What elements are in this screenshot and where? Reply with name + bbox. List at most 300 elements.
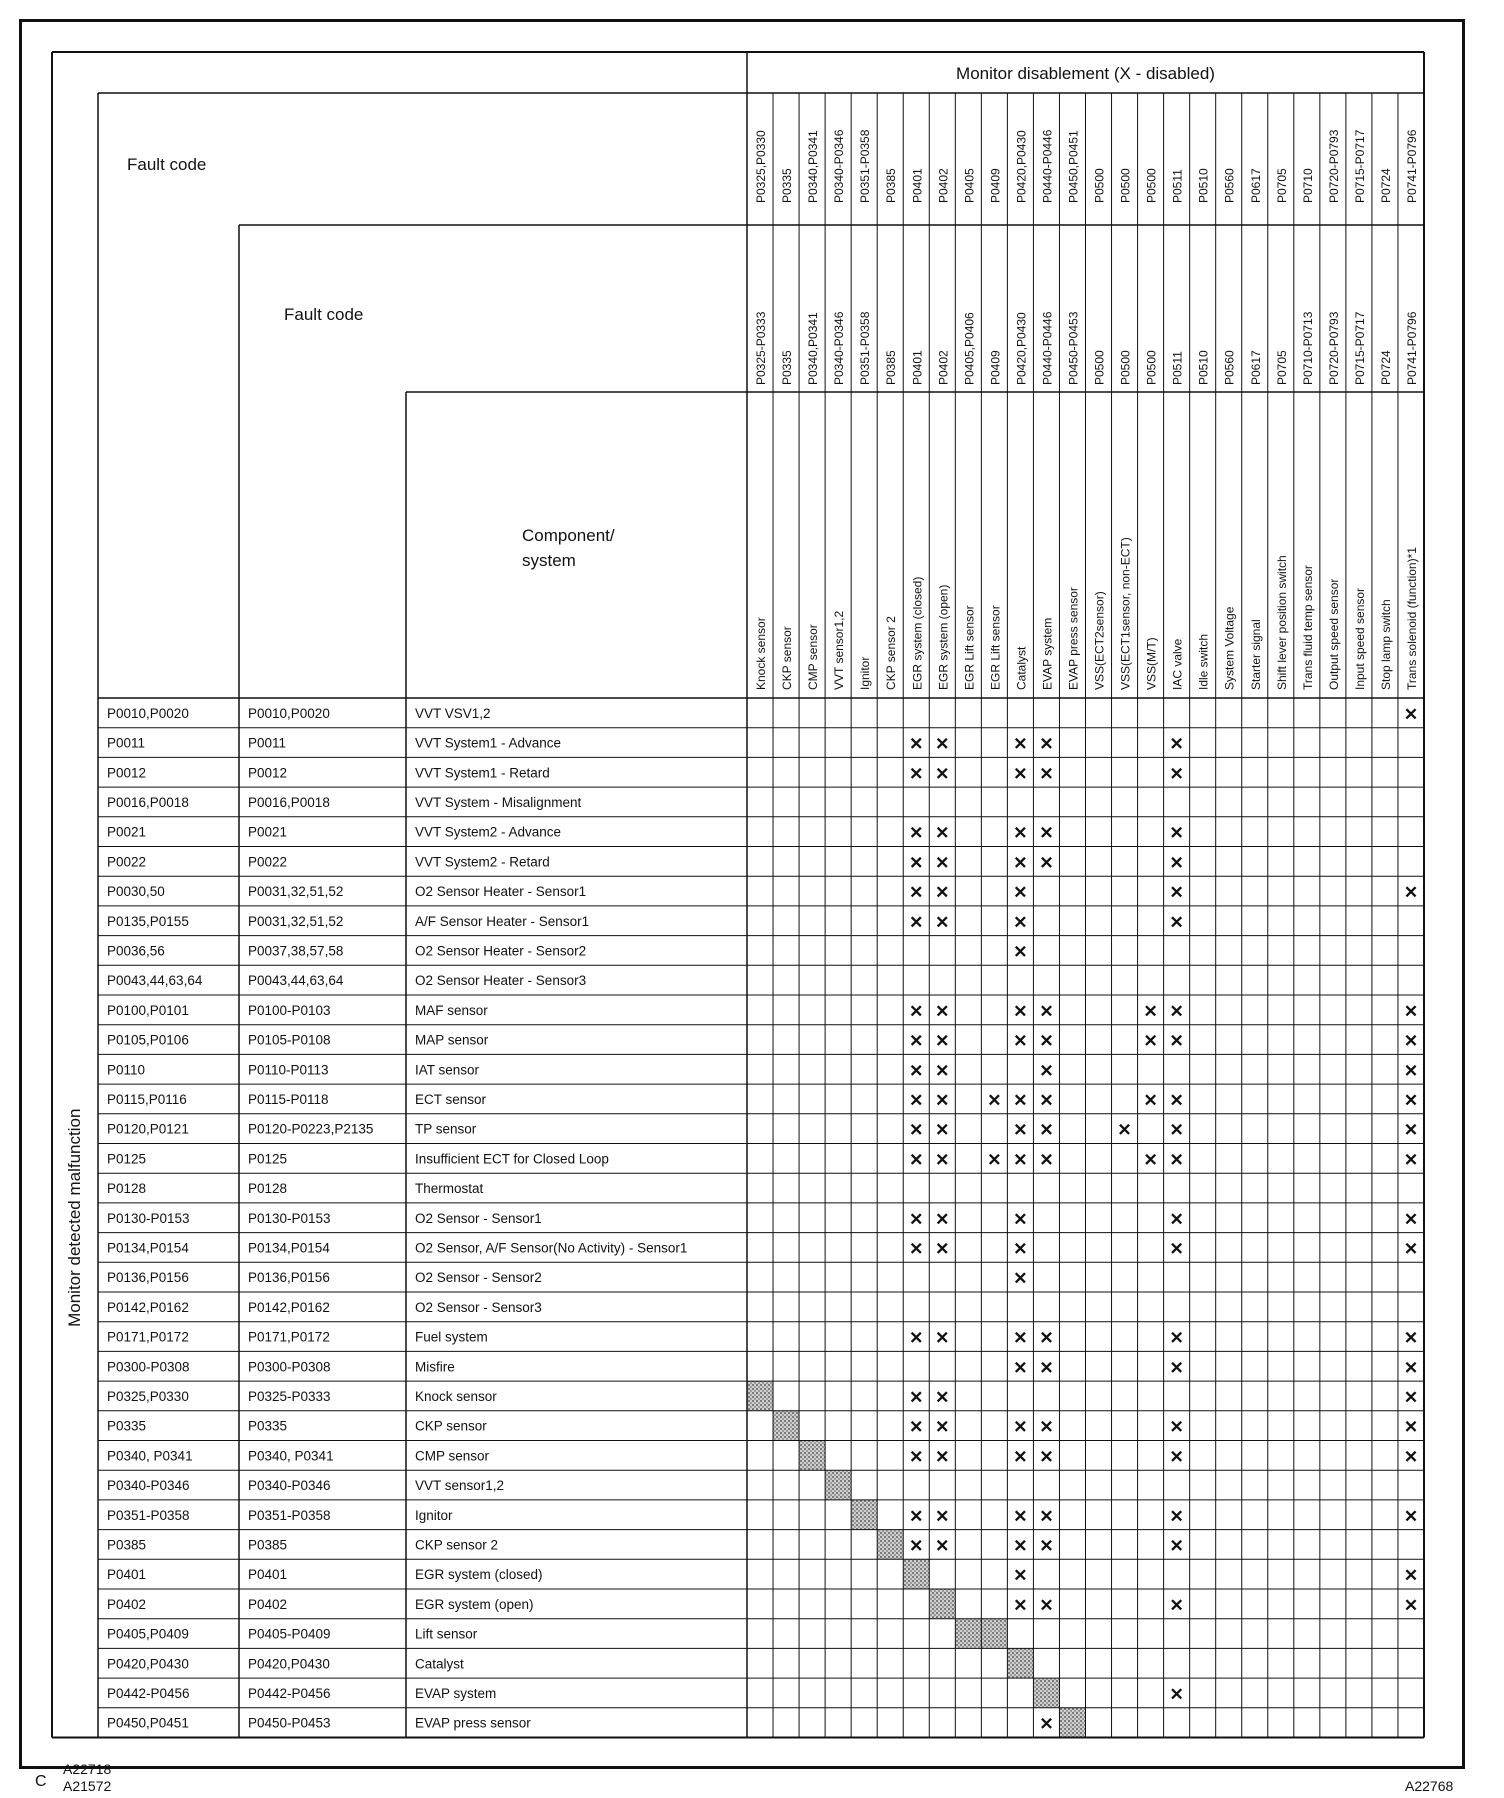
disabled-x-mark: ✕ bbox=[1039, 1061, 1054, 1081]
fault-code-header-1: Fault code bbox=[127, 155, 207, 174]
column-code-mid: P0385 bbox=[884, 350, 899, 385]
row-fault-code-detail: P0031,32,51,52 bbox=[248, 913, 344, 929]
disabled-x-mark: ✕ bbox=[987, 1150, 1002, 1170]
disabled-x-mark: ✕ bbox=[909, 1328, 924, 1348]
row-fault-code: P0115,P0116 bbox=[107, 1091, 187, 1107]
disabled-x-mark: ✕ bbox=[909, 853, 924, 873]
row-fault-code-detail: P0021 bbox=[248, 824, 288, 840]
disabled-x-mark: ✕ bbox=[1403, 1358, 1419, 1378]
row-component: Lift sensor bbox=[415, 1626, 478, 1642]
column-component: Idle switch bbox=[1196, 633, 1211, 690]
row-fault-code-detail: P0130-P0153 bbox=[248, 1210, 331, 1226]
row-component: EGR system (closed) bbox=[415, 1567, 543, 1583]
disabled-x-mark: ✕ bbox=[1013, 1031, 1028, 1051]
column-component: VSS(ECT2sensor) bbox=[1092, 591, 1107, 690]
column-code-top: P0401 bbox=[910, 168, 925, 203]
row-component: Ignitor bbox=[415, 1507, 453, 1523]
component-header: system bbox=[522, 551, 576, 570]
disabled-x-mark: ✕ bbox=[935, 1090, 950, 1110]
row-fault-code: P0136,P0156 bbox=[107, 1270, 189, 1286]
disabled-x-mark: ✕ bbox=[909, 823, 924, 843]
column-code-top: P0715-P0717 bbox=[1352, 129, 1367, 203]
disabled-x-mark: ✕ bbox=[1013, 1358, 1028, 1378]
disabled-x-mark: ✕ bbox=[1039, 1120, 1054, 1140]
disabled-x-mark: ✕ bbox=[1039, 1150, 1054, 1170]
row-fault-code-detail: P0351-P0358 bbox=[248, 1507, 331, 1523]
self-monitor-cell bbox=[851, 1500, 877, 1530]
row-fault-code: P0142,P0162 bbox=[107, 1299, 189, 1315]
disabled-x-mark: ✕ bbox=[1039, 764, 1054, 784]
disabled-x-mark: ✕ bbox=[909, 1001, 924, 1021]
row-fault-code: P0442-P0456 bbox=[107, 1685, 190, 1701]
row-component: CMP sensor bbox=[415, 1448, 490, 1464]
disabled-x-mark: ✕ bbox=[909, 1120, 924, 1140]
disabled-x-mark: ✕ bbox=[1169, 912, 1184, 932]
row-fault-code-detail: P0016,P0018 bbox=[248, 794, 330, 810]
self-monitor-cell bbox=[877, 1530, 903, 1560]
row-component: VVT System1 - Advance bbox=[415, 735, 562, 751]
disabled-x-mark: ✕ bbox=[1169, 1595, 1184, 1615]
row-fault-code-detail: P0120-P0223,P2135 bbox=[248, 1121, 374, 1137]
disabled-x-mark: ✕ bbox=[1169, 1150, 1184, 1170]
disabled-x-mark: ✕ bbox=[935, 1536, 950, 1556]
row-fault-code-detail: P0125 bbox=[248, 1151, 288, 1167]
column-code-top: P0402 bbox=[936, 168, 951, 203]
row-component: CKP sensor bbox=[415, 1418, 487, 1434]
disabled-x-mark: ✕ bbox=[1013, 1506, 1028, 1526]
row-fault-code-detail: P0142,P0162 bbox=[248, 1299, 330, 1315]
disabled-x-mark: ✕ bbox=[1013, 823, 1028, 843]
column-component: EGR system (closed) bbox=[910, 576, 925, 690]
column-component: VSS(M/T) bbox=[1144, 637, 1159, 690]
disabled-x-mark: ✕ bbox=[935, 912, 950, 932]
disabled-x-mark: ✕ bbox=[1013, 1239, 1028, 1259]
row-fault-code: P0450,P0451 bbox=[107, 1715, 189, 1731]
disabled-x-mark: ✕ bbox=[1013, 764, 1028, 784]
column-component: CKP sensor 2 bbox=[884, 616, 899, 690]
row-fault-code: P0405,P0409 bbox=[107, 1626, 189, 1642]
disabled-x-mark: ✕ bbox=[1143, 1001, 1158, 1021]
row-fault-code: P0335 bbox=[107, 1418, 147, 1434]
row-fault-code: P0016,P0018 bbox=[107, 794, 189, 810]
column-code-mid: P0715-P0717 bbox=[1352, 311, 1367, 385]
disabled-x-mark: ✕ bbox=[909, 734, 924, 754]
row-fault-code-detail: P0442-P0456 bbox=[248, 1685, 331, 1701]
disabled-x-mark: ✕ bbox=[1013, 1269, 1028, 1289]
column-component: Output speed sensor bbox=[1326, 578, 1341, 690]
row-fault-code-detail: P0010,P0020 bbox=[248, 705, 330, 721]
disabled-x-mark: ✕ bbox=[909, 764, 924, 784]
disabled-x-mark: ✕ bbox=[935, 1150, 950, 1170]
column-code-top: P0351-P0358 bbox=[858, 129, 873, 203]
disabled-x-mark: ✕ bbox=[909, 1506, 924, 1526]
disabled-x-mark: ✕ bbox=[909, 1536, 924, 1556]
disabled-x-mark: ✕ bbox=[1013, 1150, 1028, 1170]
row-component: O2 Sensor - Sensor2 bbox=[415, 1270, 542, 1286]
row-fault-code: P0021 bbox=[107, 824, 147, 840]
disabled-x-mark: ✕ bbox=[1013, 1120, 1028, 1140]
row-component: A/F Sensor Heater - Sensor1 bbox=[415, 913, 590, 929]
disabled-x-mark: ✕ bbox=[1039, 1595, 1054, 1615]
row-component: VVT System1 - Retard bbox=[415, 765, 550, 781]
self-monitor-cell bbox=[955, 1619, 981, 1649]
disabled-x-mark: ✕ bbox=[1013, 734, 1028, 754]
column-component: Trans fluid temp sensor bbox=[1300, 565, 1315, 690]
row-fault-code-detail: P0012 bbox=[248, 765, 288, 781]
row-fault-code: P0420,P0430 bbox=[107, 1656, 189, 1672]
row-fault-code-detail: P0105-P0108 bbox=[248, 1032, 331, 1048]
column-code-top: P0510 bbox=[1196, 168, 1211, 203]
row-fault-code: P0340, P0341 bbox=[107, 1448, 193, 1464]
row-fault-code: P0401 bbox=[107, 1567, 147, 1583]
disabled-x-mark: ✕ bbox=[1013, 1417, 1028, 1437]
row-fault-code: P0011 bbox=[107, 735, 146, 751]
row-fault-code-detail: P0385 bbox=[248, 1537, 288, 1553]
row-fault-code: P0010,P0020 bbox=[107, 705, 189, 721]
column-code-mid: P0340-P0346 bbox=[832, 311, 847, 385]
row-component: VVT System2 - Advance bbox=[415, 824, 562, 840]
row-fault-code: P0134,P0154 bbox=[107, 1240, 189, 1256]
disabled-x-mark: ✕ bbox=[1403, 1328, 1419, 1348]
disabled-x-mark: ✕ bbox=[1403, 1001, 1419, 1021]
footer-figure-id-2: A21572 bbox=[63, 1778, 112, 1794]
row-fault-code: P0105,P0106 bbox=[107, 1032, 189, 1048]
column-code-top: P0710 bbox=[1300, 168, 1315, 203]
row-component: VVT System2 - Retard bbox=[415, 854, 550, 870]
row-component: Thermostat bbox=[415, 1181, 484, 1197]
table-title: Monitor disablement (X - disabled) bbox=[956, 64, 1215, 83]
disabled-x-mark: ✕ bbox=[1039, 1536, 1054, 1556]
column-code-top: P0340,P0341 bbox=[806, 130, 821, 203]
disabled-x-mark: ✕ bbox=[1403, 1566, 1419, 1586]
column-code-top: P0500 bbox=[1144, 168, 1159, 203]
footer-figure-id-right: A22768 bbox=[1405, 1778, 1454, 1794]
disabled-x-mark: ✕ bbox=[1013, 1566, 1028, 1586]
column-component: EGR Lift sensor bbox=[988, 605, 1003, 690]
row-component: O2 Sensor - Sensor3 bbox=[415, 1299, 542, 1315]
disabled-x-mark: ✕ bbox=[1403, 1031, 1419, 1051]
row-component: Fuel system bbox=[415, 1329, 488, 1345]
row-fault-code-detail: P0043,44,63,64 bbox=[248, 973, 344, 989]
disabled-x-mark: ✕ bbox=[1169, 1031, 1184, 1051]
column-component: System Voltage bbox=[1222, 606, 1237, 690]
column-component: VSS(ECT1sensor, non-ECT) bbox=[1118, 537, 1133, 690]
column-component: EGR system (open) bbox=[936, 584, 951, 690]
disabled-x-mark: ✕ bbox=[1039, 1358, 1054, 1378]
disabled-x-mark: ✕ bbox=[1039, 1090, 1054, 1110]
row-fault-code-detail: P0450-P0453 bbox=[248, 1715, 331, 1731]
row-fault-code: P0036,56 bbox=[107, 943, 165, 959]
disabled-x-mark: ✕ bbox=[1169, 1001, 1184, 1021]
disabled-x-mark: ✕ bbox=[935, 1417, 950, 1437]
row-fault-code: P0043,44,63,64 bbox=[107, 973, 203, 989]
disabled-x-mark: ✕ bbox=[1013, 1536, 1028, 1556]
row-fault-code-detail: P0115-P0118 bbox=[248, 1091, 329, 1107]
self-monitor-cell bbox=[1059, 1708, 1085, 1738]
disabled-x-mark: ✕ bbox=[909, 1150, 924, 1170]
component-header: Component/ bbox=[522, 526, 615, 545]
disabled-x-mark: ✕ bbox=[1403, 1239, 1419, 1259]
disabled-x-mark: ✕ bbox=[935, 883, 950, 903]
disabled-x-mark: ✕ bbox=[1013, 942, 1028, 962]
row-fault-code-detail: P0405-P0409 bbox=[248, 1626, 331, 1642]
row-component: O2 Sensor - Sensor1 bbox=[415, 1210, 542, 1226]
column-code-top: P0500 bbox=[1092, 168, 1107, 203]
disabled-x-mark: ✕ bbox=[909, 912, 924, 932]
self-monitor-cell bbox=[929, 1589, 955, 1619]
column-component: EGR Lift sensor bbox=[962, 605, 977, 690]
row-fault-code-detail: P0031,32,51,52 bbox=[248, 884, 344, 900]
self-monitor-cell bbox=[1007, 1648, 1033, 1678]
row-component: ECT sensor bbox=[415, 1091, 487, 1107]
disabled-x-mark: ✕ bbox=[935, 1447, 950, 1467]
row-component: Misfire bbox=[415, 1359, 455, 1375]
column-component: Input speed sensor bbox=[1352, 587, 1367, 690]
row-fault-code-detail: P0110-P0113 bbox=[248, 1062, 329, 1078]
row-fault-code-detail: P0335 bbox=[248, 1418, 288, 1434]
disabled-x-mark: ✕ bbox=[1169, 823, 1184, 843]
column-component: EVAP press sensor bbox=[1066, 587, 1081, 690]
disabled-x-mark: ✕ bbox=[987, 1090, 1002, 1110]
column-code-mid: P0450-P0453 bbox=[1066, 311, 1081, 385]
column-code-top: P0511 bbox=[1170, 169, 1185, 203]
column-code-mid: P0724 bbox=[1378, 350, 1393, 385]
column-code-top: P0420,P0430 bbox=[1014, 130, 1029, 203]
column-code-mid: P0705 bbox=[1274, 350, 1289, 385]
disabled-x-mark: ✕ bbox=[909, 1447, 924, 1467]
row-fault-code-detail: P0134,P0154 bbox=[248, 1240, 330, 1256]
column-code-mid: P0402 bbox=[936, 350, 951, 385]
column-code-mid: P0500 bbox=[1118, 350, 1133, 385]
row-fault-code-detail: P0136,P0156 bbox=[248, 1270, 330, 1286]
disabled-x-mark: ✕ bbox=[1169, 1684, 1184, 1704]
row-component: CKP sensor 2 bbox=[415, 1537, 499, 1553]
column-code-mid: P0510 bbox=[1196, 350, 1211, 385]
column-component: Knock sensor bbox=[754, 617, 769, 690]
disabled-x-mark: ✕ bbox=[1039, 734, 1054, 754]
disabled-x-mark: ✕ bbox=[1169, 764, 1184, 784]
disabled-x-mark: ✕ bbox=[1403, 1447, 1419, 1467]
disabled-x-mark: ✕ bbox=[1169, 883, 1184, 903]
column-code-top: P0705 bbox=[1274, 168, 1289, 203]
row-fault-code: P0325,P0330 bbox=[107, 1388, 189, 1404]
disabled-x-mark: ✕ bbox=[1013, 853, 1028, 873]
column-component: IAC valve bbox=[1170, 638, 1185, 690]
disabled-x-mark: ✕ bbox=[1013, 1209, 1028, 1229]
row-fault-code: P0135,P0155 bbox=[107, 913, 189, 929]
disabled-x-mark: ✕ bbox=[1013, 1447, 1028, 1467]
column-component: CKP sensor bbox=[780, 626, 795, 690]
disabled-x-mark: ✕ bbox=[1039, 1031, 1054, 1051]
disabled-x-mark: ✕ bbox=[935, 1239, 950, 1259]
disabled-x-mark: ✕ bbox=[1403, 1061, 1419, 1081]
disabled-x-mark: ✕ bbox=[1013, 1090, 1028, 1110]
column-code-top: P0500 bbox=[1118, 168, 1133, 203]
column-code-top: P0720-P0793 bbox=[1326, 129, 1341, 203]
self-monitor-cell bbox=[903, 1559, 929, 1589]
row-fault-code: P0300-P0308 bbox=[107, 1359, 190, 1375]
row-fault-code: P0030,50 bbox=[107, 884, 165, 900]
self-monitor-cell bbox=[799, 1441, 825, 1471]
row-fault-code: P0385 bbox=[107, 1537, 147, 1553]
disabled-x-mark: ✕ bbox=[1169, 853, 1184, 873]
disabled-x-mark: ✕ bbox=[935, 1031, 950, 1051]
row-component: Knock sensor bbox=[415, 1388, 497, 1404]
column-code-mid: P0340,P0341 bbox=[806, 312, 821, 385]
row-fault-code: P0012 bbox=[107, 765, 147, 781]
row-fault-code-detail: P0402 bbox=[248, 1596, 288, 1612]
disabled-x-mark: ✕ bbox=[909, 1061, 924, 1081]
row-fault-code-detail: P0022 bbox=[248, 854, 288, 870]
column-code-top: P0617 bbox=[1248, 168, 1263, 203]
disabled-x-mark: ✕ bbox=[1013, 883, 1028, 903]
column-code-mid: P0351-P0358 bbox=[858, 311, 873, 385]
row-fault-code-detail: P0128 bbox=[248, 1181, 288, 1197]
row-component: EVAP press sensor bbox=[415, 1715, 531, 1731]
footer-letter: C bbox=[35, 1773, 47, 1790]
disabled-x-mark: ✕ bbox=[1039, 1328, 1054, 1348]
disabled-x-mark: ✕ bbox=[1039, 823, 1054, 843]
row-fault-code: P0130-P0153 bbox=[107, 1210, 190, 1226]
disabled-x-mark: ✕ bbox=[1143, 1090, 1158, 1110]
row-component: O2 Sensor Heater - Sensor1 bbox=[415, 884, 587, 900]
column-code-top: P0325,P0330 bbox=[754, 130, 769, 203]
column-code-mid: P0325-P0333 bbox=[754, 311, 769, 385]
column-code-mid: P0741-P0796 bbox=[1404, 311, 1419, 385]
disabled-x-mark: ✕ bbox=[935, 734, 950, 754]
column-component: Starter signal bbox=[1248, 619, 1263, 690]
row-component: TP sensor bbox=[415, 1121, 477, 1137]
row-component: O2 Sensor Heater - Sensor2 bbox=[415, 943, 587, 959]
row-component: IAT sensor bbox=[415, 1062, 480, 1078]
row-fault-code-detail: P0171,P0172 bbox=[248, 1329, 330, 1345]
column-code-mid: P0500 bbox=[1144, 350, 1159, 385]
column-code-top: P0560 bbox=[1222, 168, 1237, 203]
disabled-x-mark: ✕ bbox=[1403, 1120, 1419, 1140]
column-code-mid: P0500 bbox=[1092, 350, 1107, 385]
disabled-x-mark: ✕ bbox=[1169, 1506, 1184, 1526]
disabled-x-mark: ✕ bbox=[1403, 883, 1419, 903]
disabled-x-mark: ✕ bbox=[1169, 1417, 1184, 1437]
self-monitor-cell bbox=[981, 1619, 1007, 1649]
disabled-x-mark: ✕ bbox=[1169, 734, 1184, 754]
disabled-x-mark: ✕ bbox=[1039, 1714, 1054, 1734]
column-component: EVAP system bbox=[1040, 617, 1055, 690]
row-fault-code: P0100,P0101 bbox=[107, 1002, 189, 1018]
column-code-mid: P0560 bbox=[1222, 350, 1237, 385]
row-fault-code: P0402 bbox=[107, 1596, 147, 1612]
column-component: Ignitor bbox=[858, 656, 873, 690]
row-component: VVT VSV1,2 bbox=[415, 705, 491, 721]
disabled-x-mark: ✕ bbox=[1169, 1447, 1184, 1467]
row-fault-code-detail: P0401 bbox=[248, 1567, 288, 1583]
row-fault-code: P0128 bbox=[107, 1181, 147, 1197]
disabled-x-mark: ✕ bbox=[1403, 704, 1419, 724]
disabled-x-mark: ✕ bbox=[1403, 1150, 1419, 1170]
disabled-x-mark: ✕ bbox=[935, 1328, 950, 1348]
row-fault-code-detail: P0300-P0308 bbox=[248, 1359, 331, 1375]
row-fault-code-detail: P0340, P0341 bbox=[248, 1448, 334, 1464]
disabled-x-mark: ✕ bbox=[1169, 1328, 1184, 1348]
disabled-x-mark: ✕ bbox=[1403, 1506, 1419, 1526]
disabled-x-mark: ✕ bbox=[1117, 1120, 1132, 1140]
disabled-x-mark: ✕ bbox=[1169, 1120, 1184, 1140]
disabled-x-mark: ✕ bbox=[935, 1506, 950, 1526]
disabled-x-mark: ✕ bbox=[1403, 1209, 1419, 1229]
row-component: Catalyst bbox=[415, 1656, 464, 1672]
column-code-top: P0405 bbox=[962, 168, 977, 203]
disabled-x-mark: ✕ bbox=[935, 1387, 950, 1407]
disabled-x-mark: ✕ bbox=[935, 1120, 950, 1140]
column-code-top: P0340-P0346 bbox=[832, 129, 847, 203]
column-component: CMP sensor bbox=[806, 624, 821, 690]
disabled-x-mark: ✕ bbox=[909, 883, 924, 903]
disabled-x-mark: ✕ bbox=[1403, 1387, 1419, 1407]
row-fault-code-detail: P0037,38,57,58 bbox=[248, 943, 344, 959]
self-monitor-cell bbox=[773, 1411, 799, 1441]
column-code-top: P0409 bbox=[988, 168, 1003, 203]
disabled-x-mark: ✕ bbox=[909, 1239, 924, 1259]
disabled-x-mark: ✕ bbox=[1039, 1001, 1054, 1021]
disabled-x-mark: ✕ bbox=[935, 1061, 950, 1081]
column-component: Shift lever position switch bbox=[1274, 555, 1289, 690]
column-code-mid: P0511 bbox=[1170, 351, 1185, 385]
disabled-x-mark: ✕ bbox=[909, 1031, 924, 1051]
row-fault-code-detail: P0011 bbox=[248, 735, 287, 751]
row-fault-code: P0110 bbox=[107, 1062, 146, 1078]
column-code-mid: P0720-P0793 bbox=[1326, 311, 1341, 385]
disabled-x-mark: ✕ bbox=[935, 853, 950, 873]
row-component: O2 Sensor, A/F Sensor(No Activity) - Sensor1 bbox=[415, 1240, 688, 1256]
disabled-x-mark: ✕ bbox=[1403, 1595, 1419, 1615]
column-code-top: P0741-P0796 bbox=[1404, 129, 1419, 203]
column-code-mid: P0440-P0446 bbox=[1040, 311, 1055, 385]
disabled-x-mark: ✕ bbox=[935, 1001, 950, 1021]
column-component: VVT sensor1,2 bbox=[832, 610, 847, 690]
row-component: VVT System - Misalignment bbox=[415, 794, 582, 810]
column-code-mid: P0401 bbox=[910, 350, 925, 385]
disabled-x-mark: ✕ bbox=[1403, 1090, 1419, 1110]
disabled-x-mark: ✕ bbox=[1013, 1001, 1028, 1021]
disabled-x-mark: ✕ bbox=[1039, 1506, 1054, 1526]
column-code-top: P0440-P0446 bbox=[1040, 129, 1055, 203]
disabled-x-mark: ✕ bbox=[1143, 1031, 1158, 1051]
row-component: Insufficient ECT for Closed Loop bbox=[415, 1151, 609, 1167]
row-fault-code-detail: P0100-P0103 bbox=[248, 1002, 331, 1018]
disabled-x-mark: ✕ bbox=[1169, 1090, 1184, 1110]
row-fault-code: P0120,P0121 bbox=[107, 1121, 189, 1137]
disabled-x-mark: ✕ bbox=[909, 1090, 924, 1110]
column-code-top: P0724 bbox=[1378, 168, 1393, 203]
row-fault-code: P0125 bbox=[107, 1151, 147, 1167]
column-code-mid: P0420,P0430 bbox=[1014, 312, 1029, 385]
fault-code-header-2: Fault code bbox=[284, 305, 364, 324]
disabled-x-mark: ✕ bbox=[935, 823, 950, 843]
column-component: Stop lamp switch bbox=[1378, 599, 1393, 690]
disabled-x-mark: ✕ bbox=[1169, 1239, 1184, 1259]
disabled-x-mark: ✕ bbox=[935, 764, 950, 784]
column-code-top: P0335 bbox=[780, 168, 795, 203]
disabled-x-mark: ✕ bbox=[1169, 1209, 1184, 1229]
disabled-x-mark: ✕ bbox=[935, 1209, 950, 1229]
disabled-x-mark: ✕ bbox=[1039, 1417, 1054, 1437]
disabled-x-mark: ✕ bbox=[1169, 1536, 1184, 1556]
footer-figure-id-1: A22718 bbox=[63, 1761, 112, 1777]
row-fault-code: P0171,P0172 bbox=[107, 1329, 189, 1345]
row-component: EVAP system bbox=[415, 1685, 497, 1701]
row-fault-code-detail: P0325-P0333 bbox=[248, 1388, 331, 1404]
disabled-x-mark: ✕ bbox=[1039, 853, 1054, 873]
